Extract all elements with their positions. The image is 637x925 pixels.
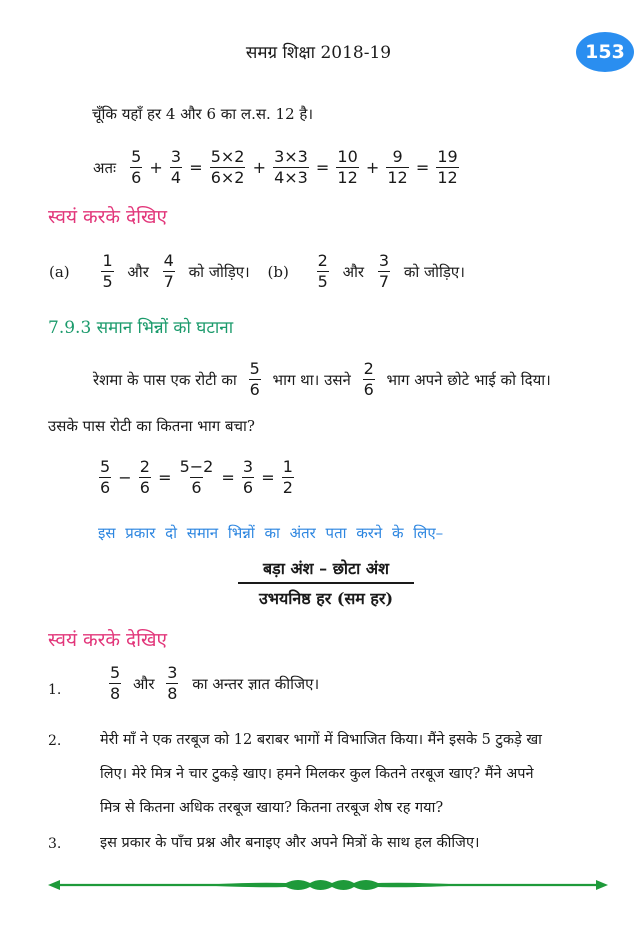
page-header-title: समग्र शिक्षा 2018-19: [245, 43, 392, 63]
fraction: $\frac{5}{6}$: [249, 359, 260, 400]
try-yourself-heading: स्वयं करके देखिए: [48, 206, 168, 228]
fraction: $\frac{2}{5}$: [317, 251, 328, 292]
exercise-text: को जोड़िए।: [188, 262, 250, 281]
fraction: $\frac{5}{6}$: [100, 457, 111, 498]
question-2-line-3: मित्र से कितना अधिक तरबूज खाया? कितना तरबूज शेष रह गया?: [100, 800, 444, 816]
formula-denominator: उभयनिष्ठ हर (सम हर): [238, 582, 414, 609]
fraction: $\frac{3\times 3}{4\times 3}$: [274, 147, 308, 188]
problem-line-2: उसके पास रोटी का कितना भाग बचा?: [48, 417, 255, 435]
equation-prefix: अतः: [93, 158, 117, 177]
question-1: [108, 664, 320, 704]
connector-text: और: [132, 674, 155, 693]
fraction: $\frac{9}{12}$: [387, 147, 408, 188]
fraction: $\frac{5}{6}$: [131, 147, 142, 188]
fraction: $\frac{5-2}{6}$: [179, 457, 214, 498]
fraction: $\frac{1}{2}$: [282, 457, 293, 498]
fraction: $\frac{5}{8}$: [110, 663, 121, 704]
fraction: $\frac{5\times 2}{6\times 2}$: [210, 147, 245, 188]
intro-line: चूँकि यहाँ हर 4 और 6 का ल.स. 12 है।: [92, 105, 314, 123]
fraction: $\frac{2}{6}$: [363, 359, 374, 400]
operator: +: [149, 158, 163, 178]
equation-addition: [92, 148, 460, 188]
formula-numerator: बड़ा अंश – छोटा अंश: [263, 559, 389, 578]
difference-formula: [238, 557, 414, 609]
method-note: इस प्रकार दो समान भिन्नों का अंतर पता करने के लिए–: [98, 524, 444, 542]
question-number: 1.: [48, 682, 62, 698]
problem-text: रेशमा के पास एक रोटी का: [93, 370, 237, 389]
operator: +: [365, 158, 380, 178]
question-3: इस प्रकार के पाँच प्रश्न और बनाइए और अपने मित्रों के साथ हल कीजिए।: [100, 835, 480, 851]
section-heading: 7.9.3 समान भिन्नों को घटाना: [48, 318, 234, 338]
fraction: $\frac{3}{7}$: [378, 251, 390, 292]
try-yourself-heading: स्वयं करके देखिए: [48, 629, 168, 651]
operator: =: [315, 158, 330, 178]
question-2-line-1: मेरी माँ ने एक तरबूज को 12 बराबर भागों में विभाजित किया। मैंने इसके 5 टुकड़े खा: [100, 732, 542, 748]
operator: =: [189, 158, 203, 178]
page-number-badge: 153: [576, 32, 634, 72]
exercise-text: को जोड़िए।: [403, 262, 465, 281]
problem-text: भाग अपने छोटे भाई को दिया।: [386, 370, 551, 389]
fraction: $\frac{4}{7}$: [163, 251, 174, 292]
operator: −: [118, 468, 132, 488]
fraction: $\frac{2}{6}$: [139, 457, 150, 498]
question-number: 3.: [48, 836, 62, 852]
equation-subtraction: [98, 458, 295, 498]
fraction: $\frac{1}{5}$: [102, 251, 113, 292]
fraction: $\frac{3}{4}$: [170, 147, 182, 188]
fraction: $\frac{3}{8}$: [167, 663, 178, 704]
operator: =: [261, 468, 275, 488]
question-2-line-2: लिए। मेरे मित्र ने चार टुकड़े खाए। हमने मिलकर कुल कितने तरबूज खाए? मैंने अपने: [100, 766, 534, 782]
question-number: 2.: [48, 733, 62, 749]
try-exercise-row: [48, 252, 466, 292]
operator: +: [252, 158, 266, 178]
exercise-label-b: (b): [267, 262, 289, 281]
fraction: $\frac{19}{12}$: [437, 147, 458, 188]
connector-text: और: [342, 262, 365, 281]
fraction: $\frac{10}{12}$: [337, 147, 358, 188]
problem-line-1: [92, 360, 552, 400]
exercise-label-a: (a): [49, 262, 70, 281]
operator: =: [158, 468, 172, 488]
question-text: का अन्तर ज्ञात कीजिए।: [192, 674, 320, 693]
problem-text: भाग था। उसने: [272, 370, 351, 389]
operator: =: [415, 158, 430, 178]
connector-text: और: [127, 262, 149, 281]
fraction: $\frac{3}{6}$: [242, 457, 254, 498]
operator: =: [221, 468, 235, 488]
decorative-divider: [48, 874, 608, 896]
